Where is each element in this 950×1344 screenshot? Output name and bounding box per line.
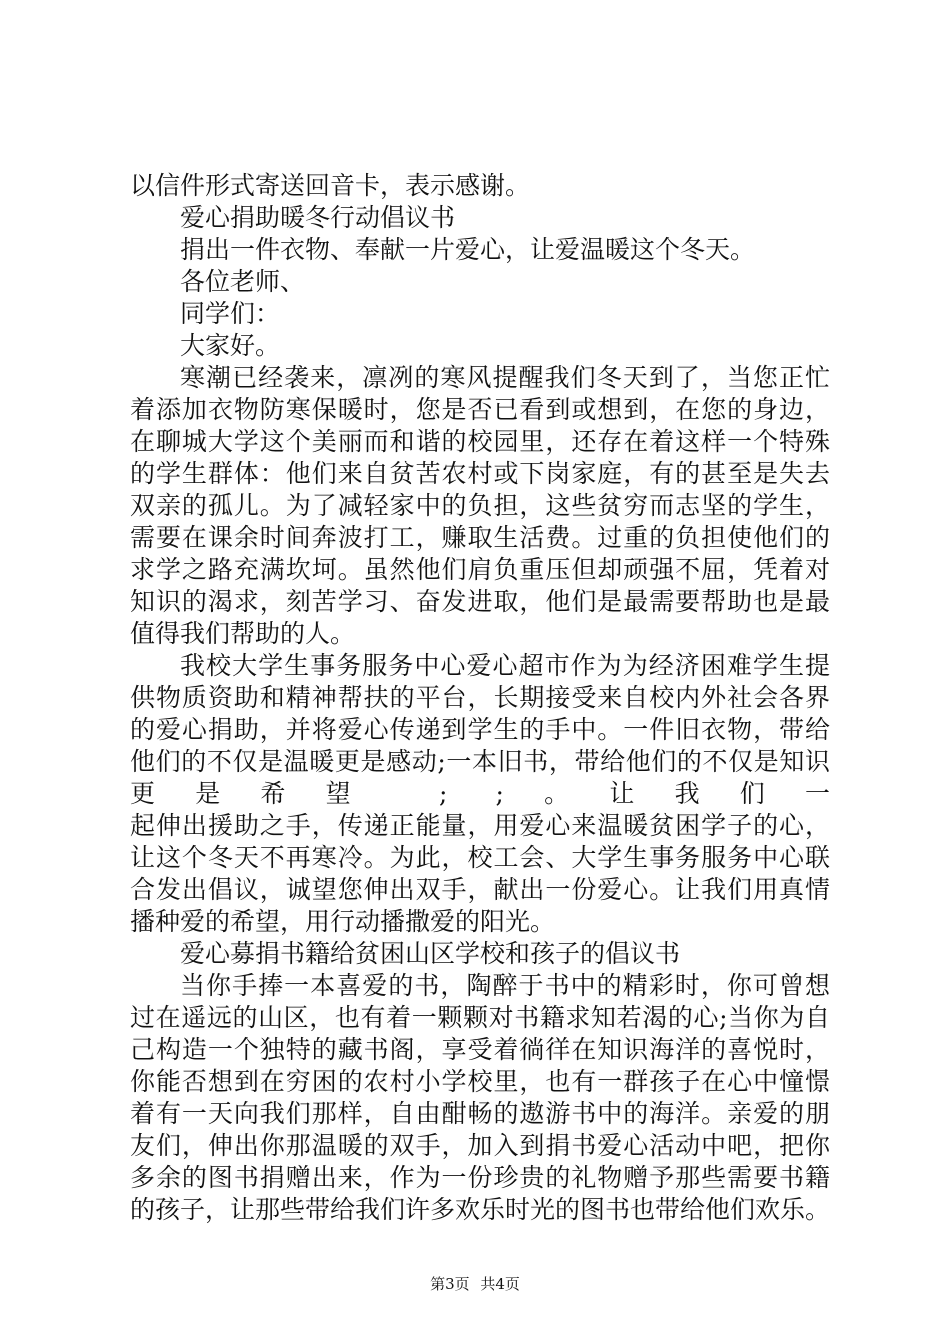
text-line: 寒潮已经袭来，凛冽的寒风提醒我们冬天到了，当您正忙 <box>180 363 830 392</box>
text-line: 捐出一件衣物、奉献一片爱心，让爱温暖这个冬天。 <box>180 235 756 264</box>
text-line: 己构造一个独特的藏书阁，享受着徜徉在知识海洋的喜悦时， <box>130 1035 830 1064</box>
text-line: 大家好。 <box>180 331 281 360</box>
text-line: 更是希望 ; ;。让我们一 <box>130 779 830 808</box>
text-line: 友们，伸出你那温暖的双手，加入到捐书爱心活动中吧，把你 <box>130 1131 830 1160</box>
text-line: 需要在课余时间奔波打工，赚取生活费。过重的负担使他们的 <box>130 523 830 552</box>
text-line: 双亲的孤儿。为了减轻家中的负担，这些贫穷而志坚的学生， <box>130 491 830 520</box>
text-line: 的爱心捐助，并将爱心传递到学生的手中。一件旧衣物，带给 <box>130 715 830 744</box>
text-line: 供物质资助和精神帮扶的平台，长期接受来自校内外社会各界 <box>130 683 830 712</box>
text-line: 求学之路充满坎坷。虽然他们肩负重压但却顽强不屈，凭着对 <box>130 555 830 584</box>
text-line: 知识的渴求，刻苦学习、奋发进取，他们是最需要帮助也是最 <box>130 587 830 616</box>
text-line: 爱心募捐书籍给贫困山区学校和孩子的倡议书 <box>180 939 681 968</box>
text-line: 我校大学生事务服务中心爱心超市作为为经济困难学生提 <box>180 651 830 680</box>
text-line: 着有一天向我们那样，自由酣畅的遨游书中的海洋。亲爱的朋 <box>130 1099 830 1128</box>
text-line: 合发出倡议，诚望您伸出双手，献出一份爱心。让我们用真情 <box>130 875 830 904</box>
text-line: 以信件形式寄送回音卡，表示感谢。 <box>130 171 531 200</box>
text-line: 同学们： <box>180 299 281 328</box>
document-body <box>130 170 830 1226</box>
page-footer <box>0 1273 950 1294</box>
text-line: 让这个冬天不再寒冷。为此，校工会、大学生事务服务中心联 <box>130 843 830 872</box>
text-line: 着添加衣物防寒保暖时，您是否已看到或想到，在您的身边， <box>130 395 830 424</box>
text-line: 各位老师、 <box>180 267 306 296</box>
text-line: 起伸出援助之手，传递正能量，用爱心来温暖贫困学子的心， <box>130 811 830 840</box>
text-line: 多余的图书捐赠出来，作为一份珍贵的礼物赠予那些需要书籍 <box>130 1163 830 1192</box>
text-line: 播种爱的希望，用行动播撒爱的阳光。 <box>130 907 556 936</box>
text-line: 爱心捐助暖冬行动倡议书 <box>180 203 456 232</box>
page-number: 第3页 <box>430 1275 470 1293</box>
text-line: 当你手捧一本喜爱的书，陶醉于书中的精彩时，你可曾想 <box>180 971 830 1000</box>
text-line: 的学生群体：他们来自贫苦农村或下岗家庭，有的甚至是失去 <box>130 459 830 488</box>
page-total: 共4页 <box>480 1275 520 1293</box>
text-line: 过在遥远的山区，也有着一颗颗对书籍求知若渴的心;当你为自 <box>130 1003 830 1032</box>
text-line: 在聊城大学这个美丽而和谐的校园里，还存在着这样一个特殊 <box>130 427 830 456</box>
text-line: 值得我们帮助的人。 <box>130 619 356 648</box>
text-line: 你能否想到在穷困的农村小学校里，也有一群孩子在心中憧憬 <box>130 1067 830 1096</box>
text-line: 的孩子，让那些带给我们许多欢乐时光的图书也带给他们欢乐。 <box>130 1195 831 1224</box>
text-line: 他们的不仅是温暖更是感动;一本旧书，带给他们的不仅是知识 <box>130 747 830 776</box>
